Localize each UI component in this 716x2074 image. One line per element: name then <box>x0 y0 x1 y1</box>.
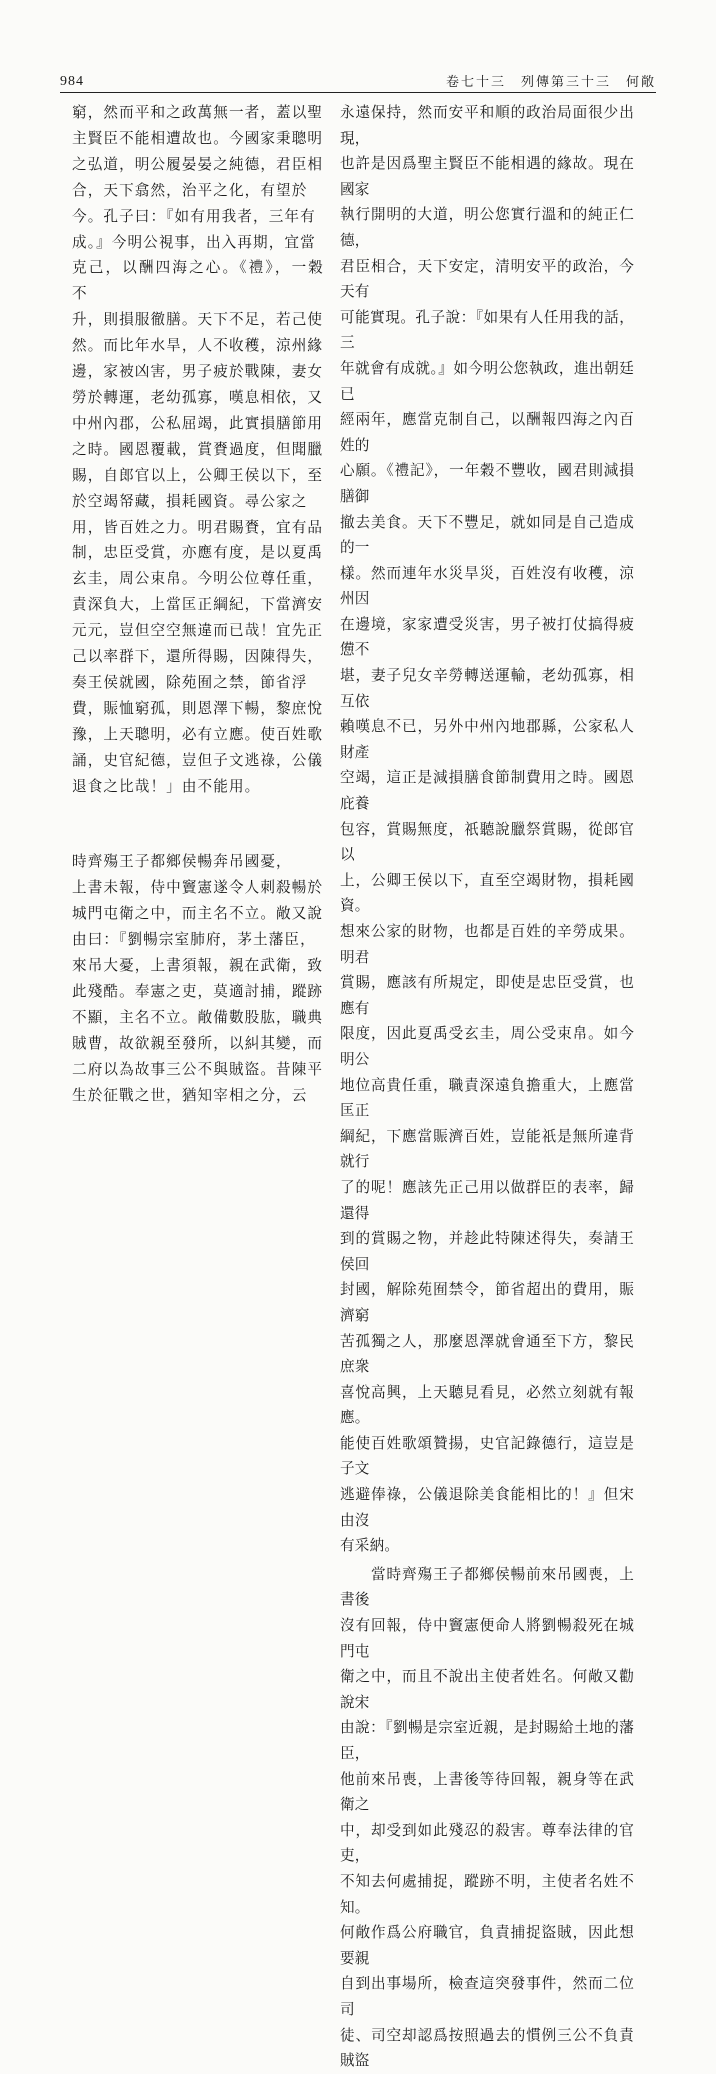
page-header <box>60 64 656 90</box>
header-rule <box>60 92 656 93</box>
translation-paragraph: 當時齊殤王子都鄉侯暢前來吊國喪，上書後 沒有回報，侍中竇憲便命人將劉暢殺死在城門屯 衛之中，而且不說出主使者姓名。何敞又勸說宋 由說：『劉暢是宗室近親，是封賜給土地的藩臣， 他前來吊喪，上書後等待回報，親身等在武衛之 中，却受到如此殘忍的殺害。尊奉法律的官吏， 不知去何處捕捉，蹤跡不明，主使者名姓不知。 何敞作爲公府職官，負責捕捉盜賊，因此想要親 自到出事場所，檢查這突發事件，然而二位司 徒、司空却認爲按照過去的慣例三公不負責賊盜 <box>340 1565 634 2070</box>
classical-paragraph: 時齊殤王子都鄉侯暢奔吊國憂， 上書未報，侍中竇憲遂令人刺殺暢於 城門屯衛之中，而主名不立。敞又說 由曰：『劉暢宗室肺府，茅土藩臣， 來吊大憂，上書須報，親在武衛，致 此殘酷。奉憲之吏，莫適討捕，蹤跡 不顯，主名不立。敞備數股肱，職典 賊曹，故欲親至發所，以糾其變，而 二府以為故事三公不與賊盜。昔陳平 生於征戰之世，猶知宰相之分，云 <box>72 853 324 1104</box>
classical-text-column <box>72 100 324 1109</box>
page-number: 984 <box>60 74 84 89</box>
classical-paragraph: 窮，然而平和之政萬無一者，蓋以聖 主賢臣不能相遭故也。今國家秉聰明 之弘道，明公履晏晏之純德，君臣相 合，天下翕然，治平之化，有望於 今。孔子曰：『如有用我者，三年有 成。』今明公視事，出入再期，宜當 克己，以酬四海之心。《禮》，一穀不 升，則損服徹膳。天下不足，若己使 然。而比年水旱，人不收穫，涼州緣 邊，家被凶害，男子疲於戰陳，妻女 勞於轉運，老幼孤寡，嘆息相依，又 中州內郡，公私屈竭，此實損膳節用 之時。國恩覆載，賞賚過度，但聞臘 賜，自郎官以上，公卿王侯以下，至 於空竭帑藏，損耗國資。尋公家之 用，皆百姓之力。明君賜賚，宜有品 制，忠臣受賞，亦應有度，是以夏禹 玄圭，周公束帛。今明公位尊任重， 責深負大，上當匡正綱紀，下當濟安 元元，豈但空空無違而已哉！宜先正 己以率群下，還所得賜，因陳得失， 奏王侯就國，除苑囿之禁，節省浮 費，賑恤窮孤，則恩澤下暢，黎庶悅 豫，上天聰明，必有立應。使百姓歌 誦，史官紀德，豈但子文逃祿，公儀 退食之比哉！」由不能用。 <box>72 104 324 795</box>
running-head: 卷七十三 列傳第三十三 何敞 <box>445 75 656 90</box>
translation-paragraph: 永遠保持，然而安平和順的政治局面很少出現， 也許是因爲聖主賢臣不能相遇的緣故。現在國家 執行開明的大道，明公您實行溫和的純正仁德， 君臣相合，天下安定，清明安平的政治，今天有 可能實現。孔子說：『如果有人任用我的話，三 年就會有成就。』如今明公您執政，進出朝廷已 經兩年，應當克制自己，以酬報四海之內百姓的 心願。《禮記》，一年穀不豐收，國君則減損膳御 撤去美食。天下不豐足，就如同是自己造成的一 樣。然而連年水災旱災，百姓沒有收穫，涼州因 在邊境，家家遭受災害，男子被打仗搞得疲憊不 堪，妻子兒女辛勞轉送運輸，老幼孤寡，相互依 賴嘆息不已，另外中州內地郡縣，公家私人財產 空竭，這正是減損膳食節制費用之時。國恩庇養 包容，賞賜無度，祇聽說臘祭賞賜，從郎官以 上，公卿王侯以下，直至空竭財物，損耗國資。 想來公家的財物，也都是百姓的辛勞成果。明君 賞賜，應該有所規定，即使是忠臣受賞，也應有 限度，因此夏禹受玄圭，周公受束帛。如今明公 地位高貴任重，職責深遠負擔重大，上應當匡正 綱紀，下應當賑濟百姓，豈能祇是無所違背就行 了的呢！應該先正己用以做群臣的表率，歸還得 到的賞賜之物，并趁此特陳述得失，奏請王侯回 封國，解除苑囿禁令，節省超出的費用，賑濟窮 苦孤獨之人，那麼恩澤就會通至下方，黎民庶衆 喜悅高興，上天聽見看見，必然立刻就有報應。 能使百姓歌頌贊揚，史官記錄德行，這豈是子文 逃避俸祿，公儀退除美食能相比的！』但宋由沒 有采納。 <box>340 104 634 1555</box>
translation-column <box>340 100 634 2074</box>
